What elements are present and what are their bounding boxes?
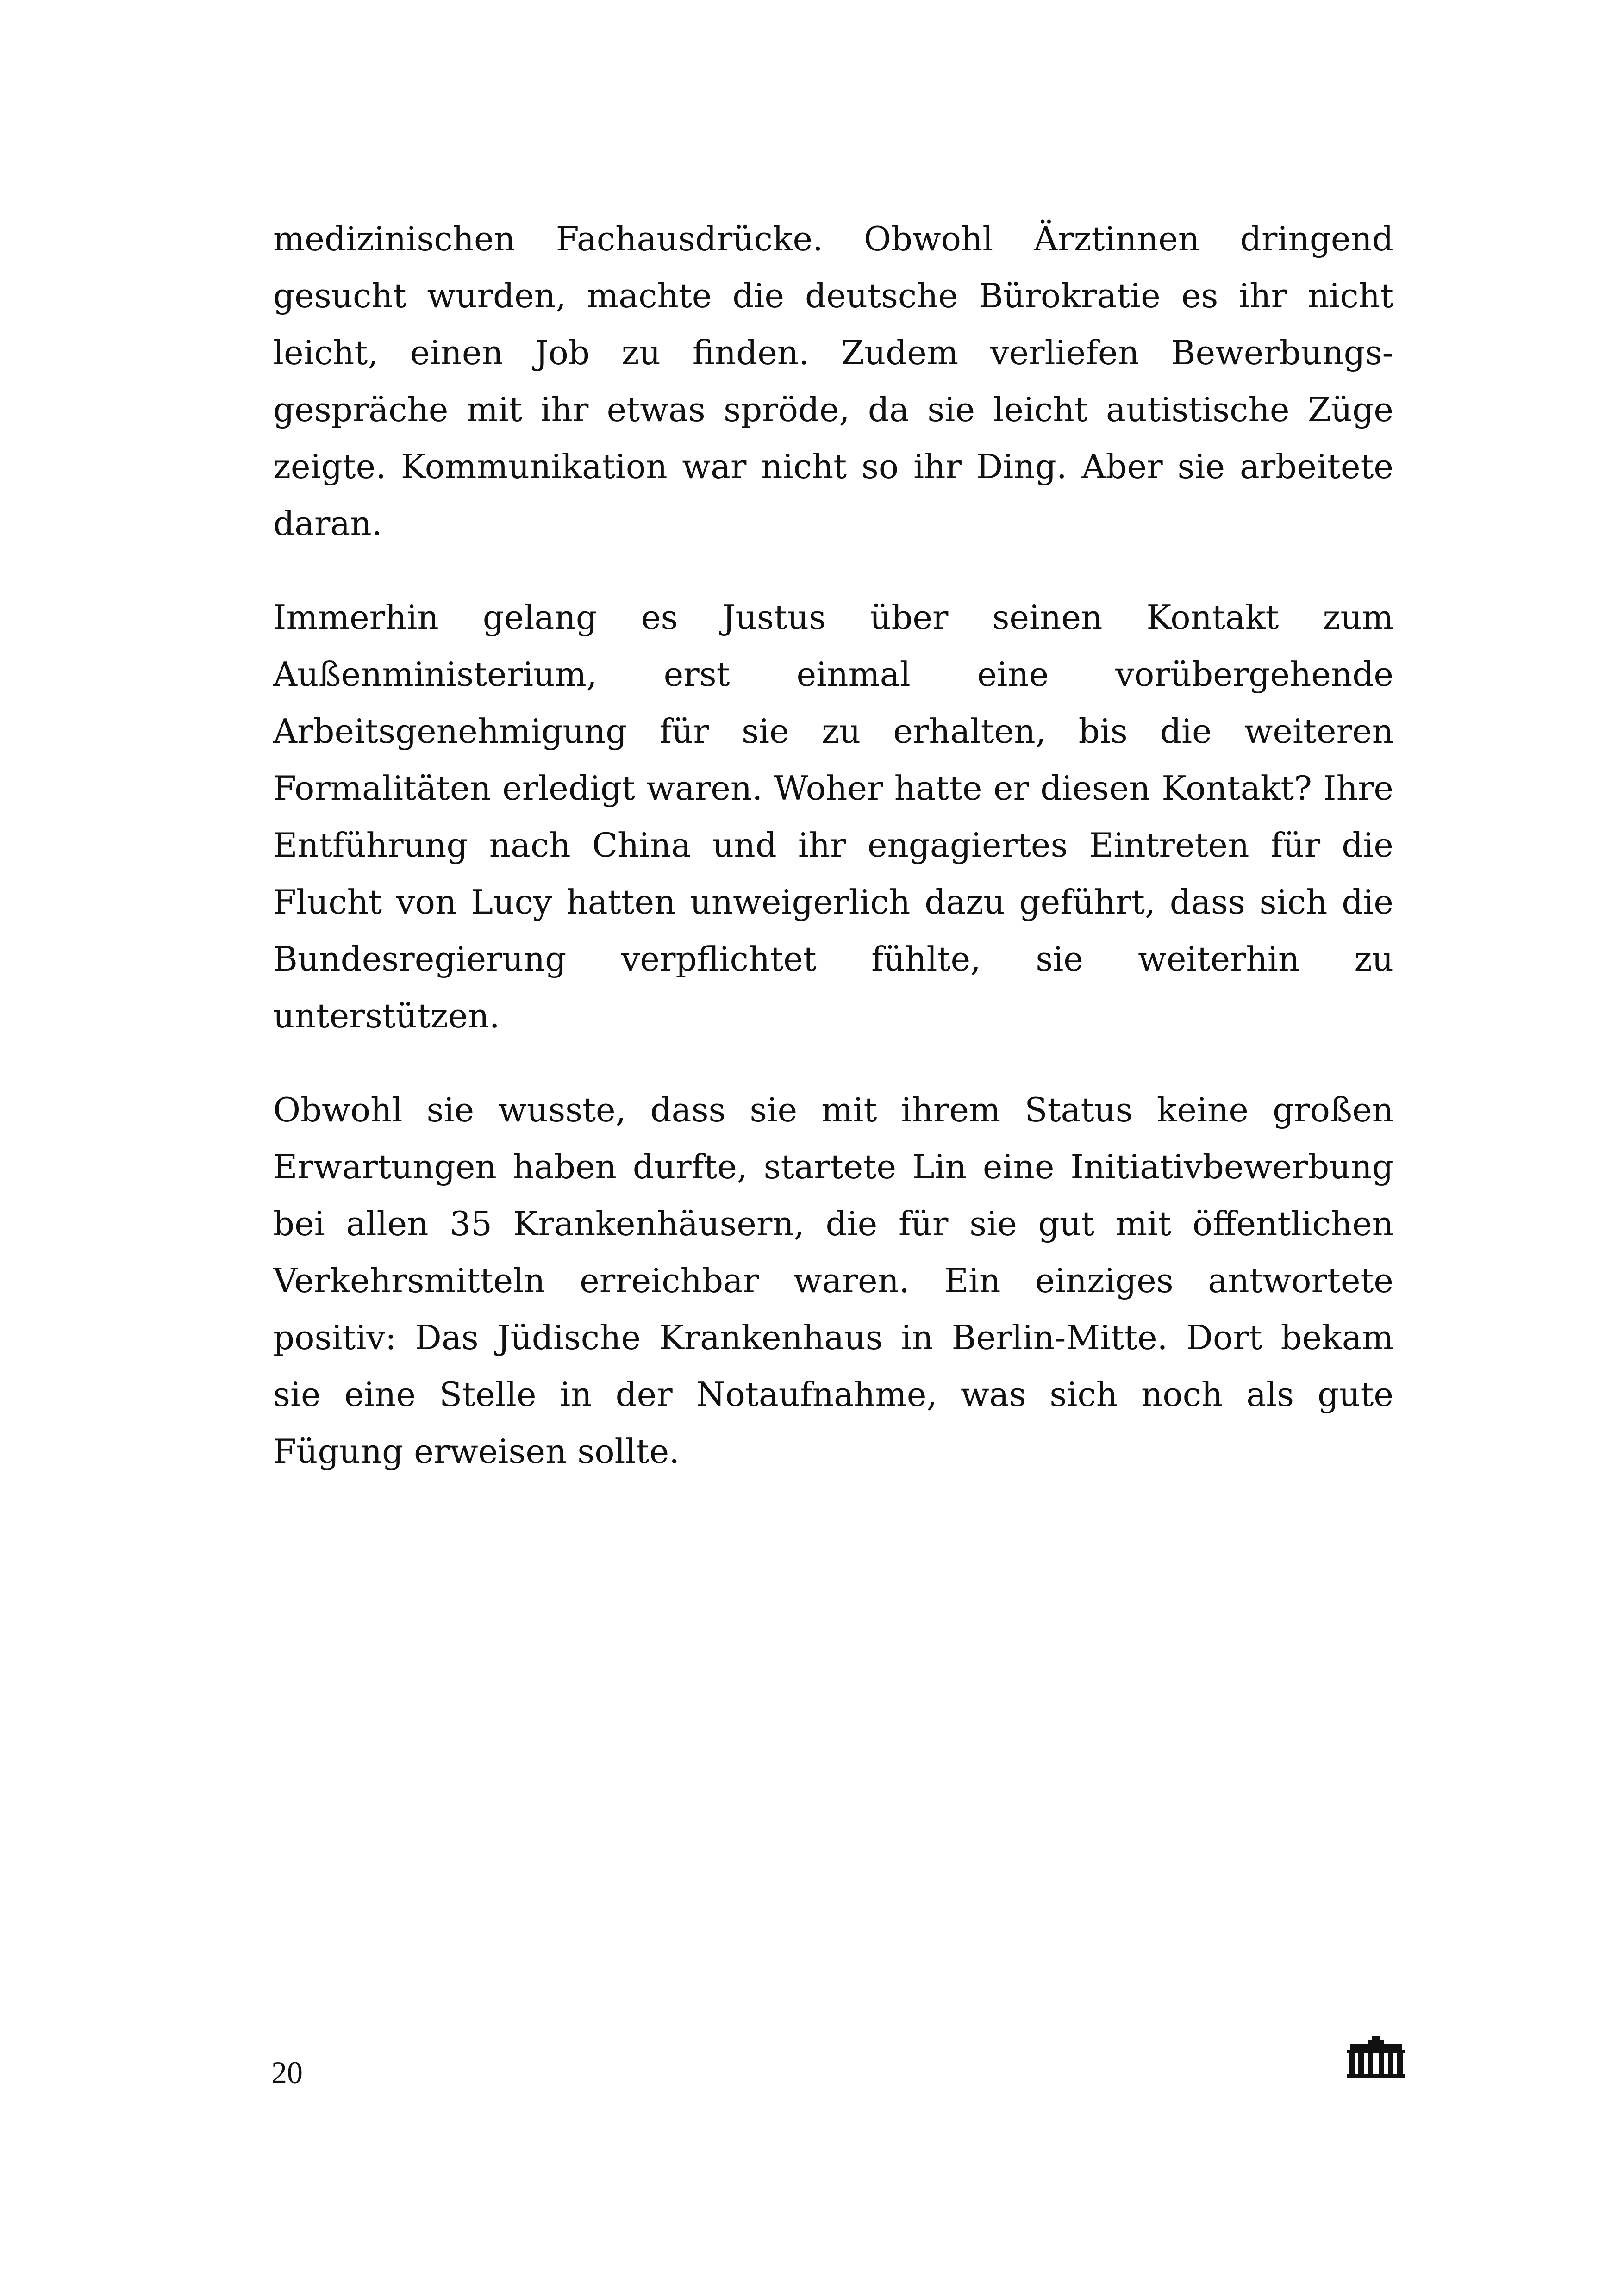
paragraph: Obwohl sie wusste, dass sie mit ihrem Status keine großen Erwartungen haben durfte, startete Lin eine Initiativbewerbung bei allen 35 Krankenhäusern, die für sie gut mit öffentlichen Verkehrsmitteln erreichbar waren. Ein einziges antwortete positiv: Das Jüdische Krankenhaus in Berlin-Mitte. Dort bekam sie eine Stelle in der Notaufnahme, was sich noch als gute Fügung erweisen sollte. (273, 1090, 1393, 1471)
paragraph: Immerhin gelang es Justus über seinen Kontakt zum Außenministerium, erst einmal eine vorübergehende Arbeitsgenehmigung für sie zu erhalten, bis die weiteren Formalitäten erledigt waren. Woher hatte er diesen Kontakt? Ihre Entführung nach China und ihr engagiertes Eintreten für die Flucht von Lucy hatten unweigerlich dazu geführt, dass sich die Bundesregierung verpflichtet fühlte, sie weiterhin zu unterstützen. (273, 598, 1393, 1035)
body-text (273, 211, 1393, 1480)
page-number: 20 (271, 2055, 303, 2090)
paragraph: medizinischen Fachausdrücke. Obwohl Ärztinnen dringend gesucht wurden, machte die deutsche Bürokratie es ihr nicht leicht, einen Job zu finden. Zudem verliefen Bewerbungsgespräche mit ihr etwas spröde, da sie leicht autistische Züge zeigte. Kommunikation war nicht so ihr Ding. Aber sie arbeitete daran. (273, 219, 1393, 543)
brandenburg-gate-icon (1347, 2035, 1405, 2078)
